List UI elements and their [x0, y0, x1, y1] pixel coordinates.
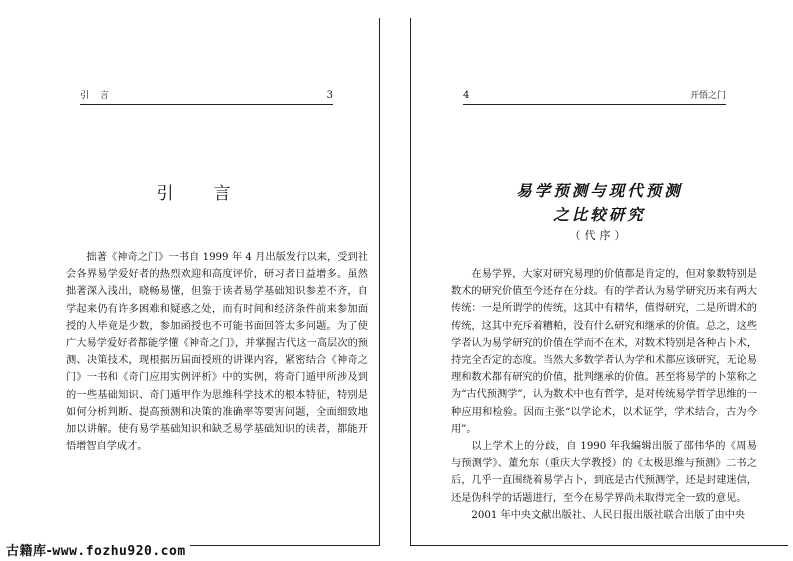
right-page-number: 4	[463, 90, 474, 101]
right-page-subtitle: （代序）	[569, 229, 630, 242]
left-header-label: 引 言	[80, 91, 113, 101]
left-page-number: 3	[326, 90, 333, 101]
right-page-title-line1: 易学预测与现代预测	[516, 181, 683, 200]
right-page-header	[463, 84, 726, 105]
left-page-title: 引言	[156, 184, 271, 204]
left-page-body	[66, 249, 368, 455]
right-page	[410, 18, 788, 546]
paragraph: 以上学术上的分歧，自 1990 年我编辑出版了邵伟华的《周易与预测学》、董允东（重庆大学教授）的《太极思维与预测》二书之后，几乎一直围绕着易学占卜，到底是古代预测学，还是封建迷信，还是伪科学的话题进行，至今在易学界尚未取得完全一致的意见。	[451, 441, 757, 504]
paragraph: 2001 年中央文献出版社、人民日报出版社联合出版了由中央	[471, 509, 746, 521]
watermark-label: 古籍库	[6, 544, 47, 559]
watermark-site: www.fozhu920.com	[52, 544, 186, 559]
right-page-body	[451, 266, 757, 524]
right-page-title-line2: 之比较研究	[553, 205, 646, 224]
paragraph: 在易学界，大家对研究易理的价值都是肯定的，但对象数特别是数术的研究价值至今还存在分歧。有的学者认为易学研究历来有两大传统：一是所谓学的传统，这其中有精华，值得研究，二是所谓术的传统，这其中充斥着糟粕，没有什么研究和继承的价值。总之，这些学者认为易学研究的价值在学而不在术，对数术特别是各种占卜术，持完全否定的态度。当然大多数学者认为学和术都应该研究，无论易理和数术都有研究的价值，批判继承的价值。甚至将易学的卜筮称之为“古代预测学”，认为数术中也有哲学，是对传统易学哲学思维的一种应用和检验。因而主张“以学论术，以术证学，学术结合，古为今用”。	[451, 269, 757, 435]
paragraph: 拙著《神奇之门》一书自 1999 年 4 月出版发行以来，受到社会各界易学爱好者的热烈欢迎和高度评价，研习者日益增多。虽然拙著深入浅出，晓畅易懂，但鉴于读者易学基础知识参差不齐，自学起来仍有许多困难和疑惑之处，而有时间和经济条件前来参加面授的人毕竟是少数，参加函授也不可能书面回答太多问题。为了使广大易学爱好者都能学懂《神奇之门》，并掌握古代这一高层次的预测、决策技术，现根据历届面授班的讲课内容，紧密结合《神奇之门》一书和《奇门应用实例评析》中的实例，将奇门遁甲所涉及到的一些基础知识、奇门遁甲作为思维科学技术的根本特征，特别是如何分析判断、提高预测和决策的准确率等要害问题，全面细致地加以讲解。使有易学基础知识和缺乏易学基础知识的读者，都能开悟增智自学成才。	[66, 252, 368, 453]
right-header-label: 开悟之门	[689, 91, 726, 101]
left-page-header	[80, 84, 333, 105]
left-page	[8, 18, 380, 546]
site-watermark: 古籍库-www.fozhu920.com	[6, 540, 190, 559]
